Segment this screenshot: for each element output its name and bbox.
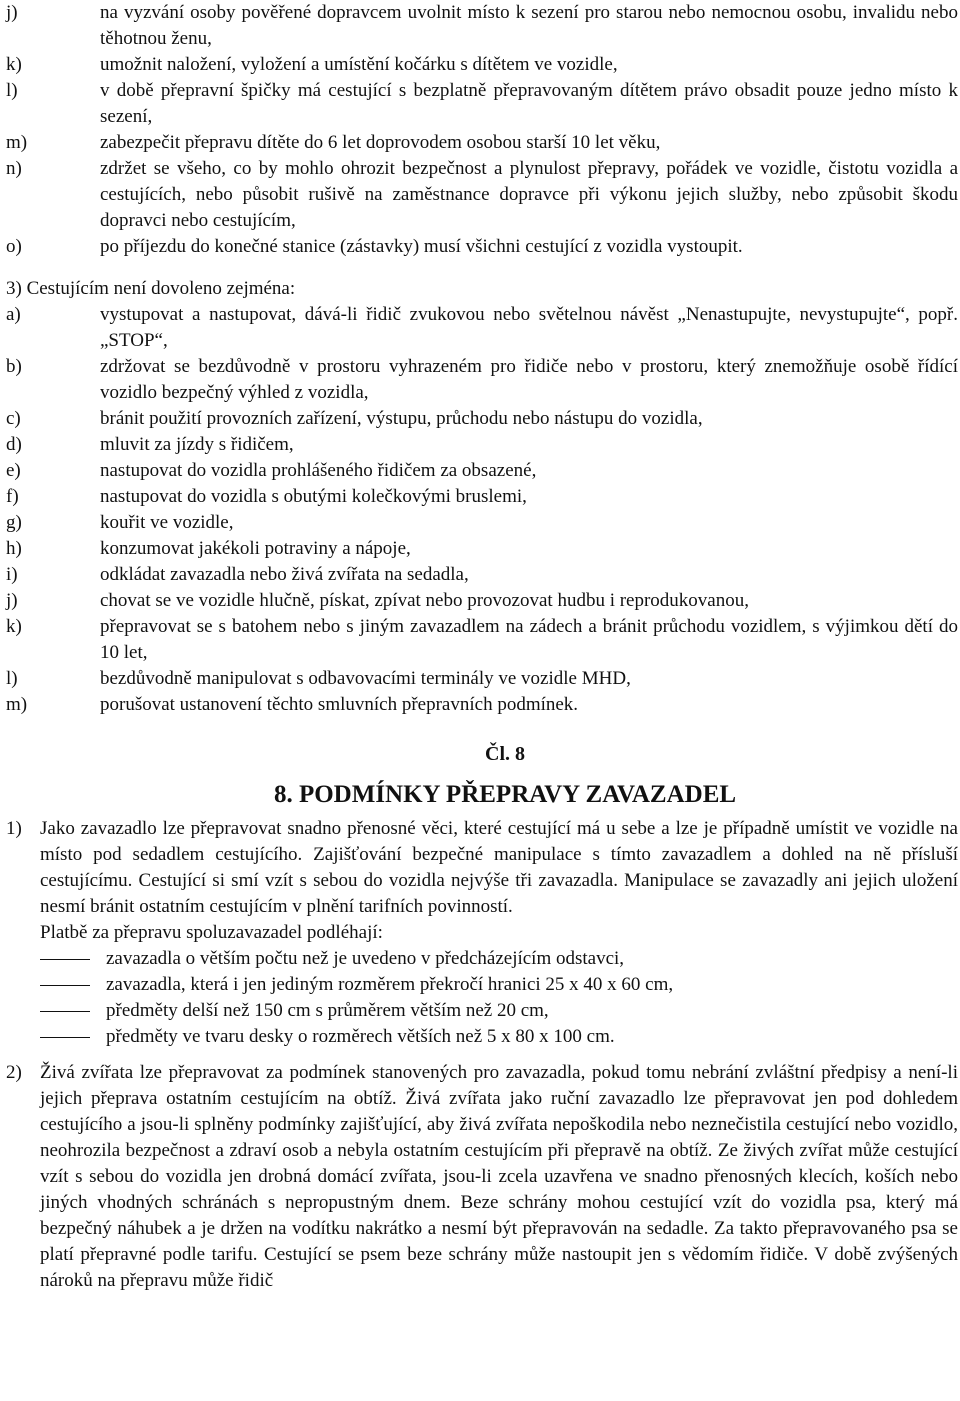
list-item [0, 78, 960, 130]
list-item-text: mluvit za jízdy s řidičem, [100, 434, 294, 455]
paragraph-label: 2) [6, 1062, 22, 1083]
list-item-text: předměty ve tvaru desky o rozměrech větších než 5 x 80 x 100 cm. [106, 1026, 615, 1047]
list-item-label: b) [6, 356, 22, 377]
paragraph [0, 816, 960, 920]
list-item-label: k) [6, 54, 22, 75]
list-item [0, 302, 960, 354]
list-item-text: porušovat ustanovení těchto smluvních přepravních podmínek. [100, 694, 579, 715]
list-item [0, 692, 960, 718]
list-item-text: zavazadla, která i jen jediným rozměrem překročí hranici 25 x 40 x 60 cm, [106, 974, 674, 995]
list-item-label: k) [6, 616, 22, 637]
list-item [0, 614, 960, 666]
dash-bullet [40, 1037, 90, 1038]
paragraph-subheading: Platbě za přepravu spoluzavazadel podléhají: [40, 922, 383, 943]
dash-bullet [40, 959, 90, 960]
list-item-text: na vyzvání osoby pověřené dopravcem uvolnit místo k sezení pro starou nebo nemocnou osobu, invalidu nebo těhotnou ženu, [100, 2, 958, 49]
list-item-text: po příjezdu do konečné stanice (zástavky) musí všichni cestující z vozidla vystoupit. [100, 236, 743, 257]
list-item [0, 588, 960, 614]
list-item [0, 510, 960, 536]
list-item [0, 536, 960, 562]
list-item [0, 354, 960, 406]
spacer [0, 260, 960, 276]
paragraph-text: Jako zavazadlo lze přepravovat snadno přenosné věci, které cestující má u sebe a lze je případně umístit ve vozidle na místo pod sedadlem cestujícího. Zajišťování bezpečné manipulace s tímto zavazadlem a dohled na ně přísluší cestujícímu. Cestující si smí vzít s sebou do vozidla nejvýše tři zavazadla. Manipulace se zavazadly ani jejich uložení nesmí bránit ostatním cestujícím v plnění tarifních povinností. [40, 818, 958, 917]
list-item [0, 406, 960, 432]
list-item-text: kouřit ve vozidle, [100, 512, 234, 533]
list-item [0, 156, 960, 234]
list-item-text: zdržet se všeho, co by mohlo ohrozit bezpečnost a plynulost přepravy, pořádek ve vozidle, čistotu vozidla a cestujících, nebo působit rušivě na zaměstnance dopravce při výkonu jejich služby, nebo způsobit škodu dopravci nebo cestujícím, [100, 158, 958, 231]
list-item-text: bezdůvodně manipulovat s odbavovacími terminály ve vozidle MHD, [100, 668, 631, 689]
list-item-text: předměty delší než 150 cm s průměrem větším než 20 cm, [106, 1000, 549, 1021]
list-item-label: d) [6, 434, 22, 455]
list-item-text: nastupovat do vozidla s obutými kolečkovými bruslemi, [100, 486, 527, 507]
list-item-text: chovat se ve vozidle hlučně, pískat, zpívat nebo provozovat hudbu i reprodukovanou, [100, 590, 749, 611]
list-item [0, 130, 960, 156]
list-item-text: odkládat zavazadla nebo živá zvířata na sedadla, [100, 564, 469, 585]
list-item-text: vystupovat a nastupovat, dává-li řidič zvukovou nebo světelnou návěst „Nenastupujte, nevystupujte“, popř. „STOP“, [100, 304, 958, 351]
list-item [0, 432, 960, 458]
list-item-label: c) [6, 408, 21, 429]
list-item-text: zdržovat se bezdůvodně v prostoru vyhrazeném pro řidiče nebo v prostoru, který znemožňuje osobě řídící vozidlo bezpečný výhled z vozidla, [100, 356, 958, 403]
list-item-label: l) [6, 80, 18, 101]
list-item-label: e) [6, 460, 21, 481]
list-item-label: j) [6, 590, 18, 611]
list-item-label: m) [6, 132, 28, 153]
list-item-text: nastupovat do vozidla prohlášeného řidičem za obsazené, [100, 460, 537, 481]
prohibitions-section [0, 276, 960, 718]
list-item-label: f) [6, 486, 19, 507]
list-item [0, 0, 960, 52]
list-item-label: o) [6, 236, 22, 257]
dash-bullet [40, 985, 90, 986]
list-item-text: zavazadla o větším počtu než je uvedeno v předcházejícím odstavci, [106, 948, 625, 969]
chapter-number: Čl. 8 [485, 743, 525, 765]
list-item [0, 998, 960, 1024]
section-heading: 3) Cestujícím není dovoleno zejména: [6, 278, 296, 299]
list-item-text: přepravovat se s batohem nebo s jiným zavazadlem na zádech a bránit průchodu vozidlem, s výjimkou dětí do 10 let, [100, 616, 958, 663]
list-item-label: h) [6, 538, 22, 559]
list-item [0, 1024, 960, 1050]
list-item [0, 484, 960, 510]
list-item [0, 234, 960, 260]
chapter-title: 8. PODMÍNKY PŘEPRAVY ZAVAZADEL [273, 781, 737, 808]
list-item-text: umožnit naložení, vyložení a umístění kočárku s dítětem ve vozidle, [100, 54, 618, 75]
paragraph-text: Živá zvířata lze přepravovat za podmínek stanovených pro zavazadla, pokud tomu nebrání zvláštní předpisy a není-li jejich přeprava ostatním cestujícím na obtíž. Živá zvířata jako ruční zavazadlo lze přepravovat jen pod dohledem cestujícího a jsou-li splněny podmínky zajišťující, aby živá zvířata nepoškodila nebo neznečistila cestující nebo vozidlo, neohrozila bezpečnost a zdraví osob a nebyla ostatním cestujícím při přepravě na obtíž. Ze živých zvířat může cestující vzít s sebou do vozidla jen drobná domácí zvířata, jsou-li zcela uzavřena ve snadno přenosných klecích, koších nebo jiných vhodných schránách s nepropustným dnem. Beze schrány mohou cestující vzít do vozidla psa, který má bezpečný náhubek a je držen na vodítku nakrátko a nesmí být přepravován na sedadle. Za takto přepravovaného psa se platí přepravné podle tarifu. Cestující se psem beze schrány může nastoupit jen s vědomím řidiče. V době zvýšených nároků na přepravu může řidič [40, 1062, 958, 1291]
list-item-label: a) [6, 304, 21, 325]
list-item-label: l) [6, 668, 18, 689]
list-item-text: zabezpečit přepravu dítěte do 6 let doprovodem osobou starší 10 let věku, [100, 132, 661, 153]
list-item [0, 458, 960, 484]
list-item [0, 562, 960, 588]
animals-paragraph [0, 1060, 960, 1294]
list-item [0, 52, 960, 78]
list-item-text: konzumovat jakékoli potraviny a nápoje, [100, 538, 411, 559]
list-item [0, 972, 960, 998]
list-item-label: m) [6, 694, 28, 715]
obligations-list-continued [0, 0, 960, 260]
list-item-text: v době přepravní špičky má cestující s bezplatně přepravovaným dítětem právo obsadit pouze jedno místo k sezení, [100, 80, 958, 127]
list-item [0, 666, 960, 692]
list-item-text: bránit použití provozních zařízení, výstupu, průchodu nebo nástupu do vozidla, [100, 408, 703, 429]
list-item [0, 946, 960, 972]
list-item-label: n) [6, 158, 22, 179]
dash-bullet [40, 1011, 90, 1012]
list-item-label: j) [6, 2, 18, 23]
list-item-label: g) [6, 512, 22, 533]
list-item-label: i) [6, 564, 18, 585]
luggage-paragraph [0, 816, 960, 1050]
paragraph-label: 1) [6, 818, 22, 839]
